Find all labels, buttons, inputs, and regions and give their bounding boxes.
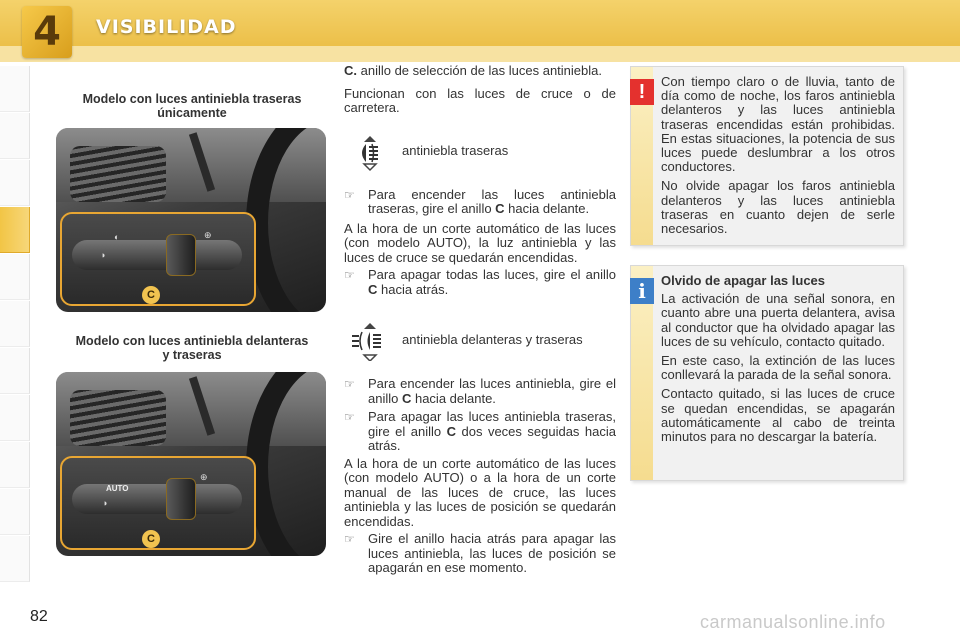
chapter-tab-6[interactable] [0,301,30,347]
hand-pointer-icon: ☞ [344,377,355,391]
chapter-tab-8[interactable] [0,395,30,441]
info-paragraph-3: Contacto quitado, si las luces de cruce se quedan encendidas, se apagarán automáticamente al cabo de treinta minutos para no descargar la batería. [661,386,895,445]
callout-c: C [142,286,160,304]
info-paragraph-2: En este caso, la extinción de las luces conllevará la parada de la señal sonora. [661,353,895,383]
steering-wheel [246,372,326,556]
auto-label: AUTO [106,484,129,493]
front-rear-fog-icon: ⊕ [200,472,208,482]
warning-paragraph-2: No olvide apagar los faros antiniebla delanteros y las luces antiniebla traseras en cuanto dejen de serle necesarios. [661,178,895,237]
chapter-number: 4 [33,9,61,55]
bullet-fog-off: ☞ Gire el anillo hacia atrás para apagar las luces antiniebla, las luces de posición se apagarán en ese momento. [344,531,616,575]
section-title: VISIBILIDAD [96,16,237,38]
middle-column [344,62,616,576]
info-title: Olvido de apagar las luces [661,273,826,288]
info-icon: i [630,278,654,304]
hand-pointer-icon: ☞ [344,532,355,546]
warning-box [630,66,904,246]
steering-wheel [246,128,326,312]
chapter-tab-5[interactable] [0,254,30,300]
bullet-fog-on: ☞ Para encender las luces antiniebla, gire el anillo C hacia delante. [344,376,616,406]
info-box [630,265,904,481]
position-light-icon: ◑ [100,250,106,260]
symbol-row-rear-fog [344,128,616,176]
ring-c-description: C. anillo de selección de las luces antiniebla. [344,63,602,78]
hand-pointer-icon: ☞ [344,268,355,282]
symbol-row-front-rear-fog [344,317,616,365]
warning-paragraph-1: Con tiempo claro o de lluvia, tanto de día como de noche, los faros antiniebla delanteros y las luces antiniebla traseras encendidas están prohibidas. En estas situaciones, la potencia de sus luces puede deslumbrar a los otros conductores. [661,74,895,175]
page-number: 82 [30,608,48,625]
rear-fog-icon: ⊕ [204,230,212,240]
rear-fog-symbol-icon [350,132,390,172]
header-stripe [0,46,960,62]
air-vent [70,390,166,446]
chapter-tab-3[interactable] [0,160,30,206]
caption-rear-fog-model: Modelo con luces antiniebla traseras únicamente [82,92,302,120]
bullet-all-off: ☞ Para apagar todas las luces, gire el anillo C hacia atrás. [344,267,616,297]
rear-fog-label: antiniebla traseras [402,142,509,158]
photo-front-rear-fog-stalk [56,372,326,556]
caption-front-rear-fog-model: Modelo con luces antiniebla delanteras y traseras [75,334,309,362]
paragraph-auto-cut-1: A la hora de un corte automático de las luces (con modelo AUTO), la luz antiniebla y las luces de cruce se quedarán encendidas. [344,220,616,265]
chapter-tab-11[interactable] [0,536,30,582]
paragraph-auto-cut-2: A la hora de un corte automático de las luces (con modelo AUTO) o a la hora de un corte manual de las luces de cruce, las luces antiniebla y las luces de posición se quedarán encendidas. [344,455,616,529]
hand-pointer-icon: ☞ [344,187,355,202]
stalk-zoom-inset [60,456,256,550]
air-vent [70,146,166,202]
chapter-tab-1[interactable] [0,66,30,112]
watermark: carmanualsonline.info [700,612,886,632]
chapter-tab-7[interactable] [0,348,30,394]
chapter-tab-4-active[interactable] [0,207,30,253]
chapter-badge [22,6,72,58]
light-stalk [72,484,242,514]
chapter-tab-10[interactable] [0,489,30,535]
callout-c: C [142,530,160,548]
chapter-tab-9[interactable] [0,442,30,488]
front-rear-fog-symbol-icon [350,321,390,361]
bullet-rear-off: ☞ Para apagar las luces antiniebla traseras, gire el anillo C dos veces seguidas hacia atrás. [344,409,616,453]
ring-c [166,234,196,276]
chapter-tab-2[interactable] [0,113,30,159]
paragraph-operation: Funcionan con las luces de cruce o de carretera. [344,85,616,115]
photo-rear-fog-stalk [56,128,326,312]
front-rear-fog-label: antiniebla delanteras y traseras [402,332,583,347]
ring-c [166,478,196,520]
position-light-icon: ◑ [102,498,108,508]
dipped-beam-icon: ◐ [114,232,120,242]
light-stalk [72,240,242,270]
hand-pointer-icon: ☞ [344,410,355,424]
info-paragraph-1: La activación de una señal sonora, en cuanto abre una puerta delantera, avisa al conductor que ha olvidado apagar las luces de su vehículo, contacto quitado. [661,291,895,349]
stalk-zoom-inset [60,212,256,306]
bullet-rear-on: ☞ Para encender las luces antiniebla traseras, gire el anillo C hacia delante. [344,186,616,216]
warning-icon: ! [630,79,654,105]
